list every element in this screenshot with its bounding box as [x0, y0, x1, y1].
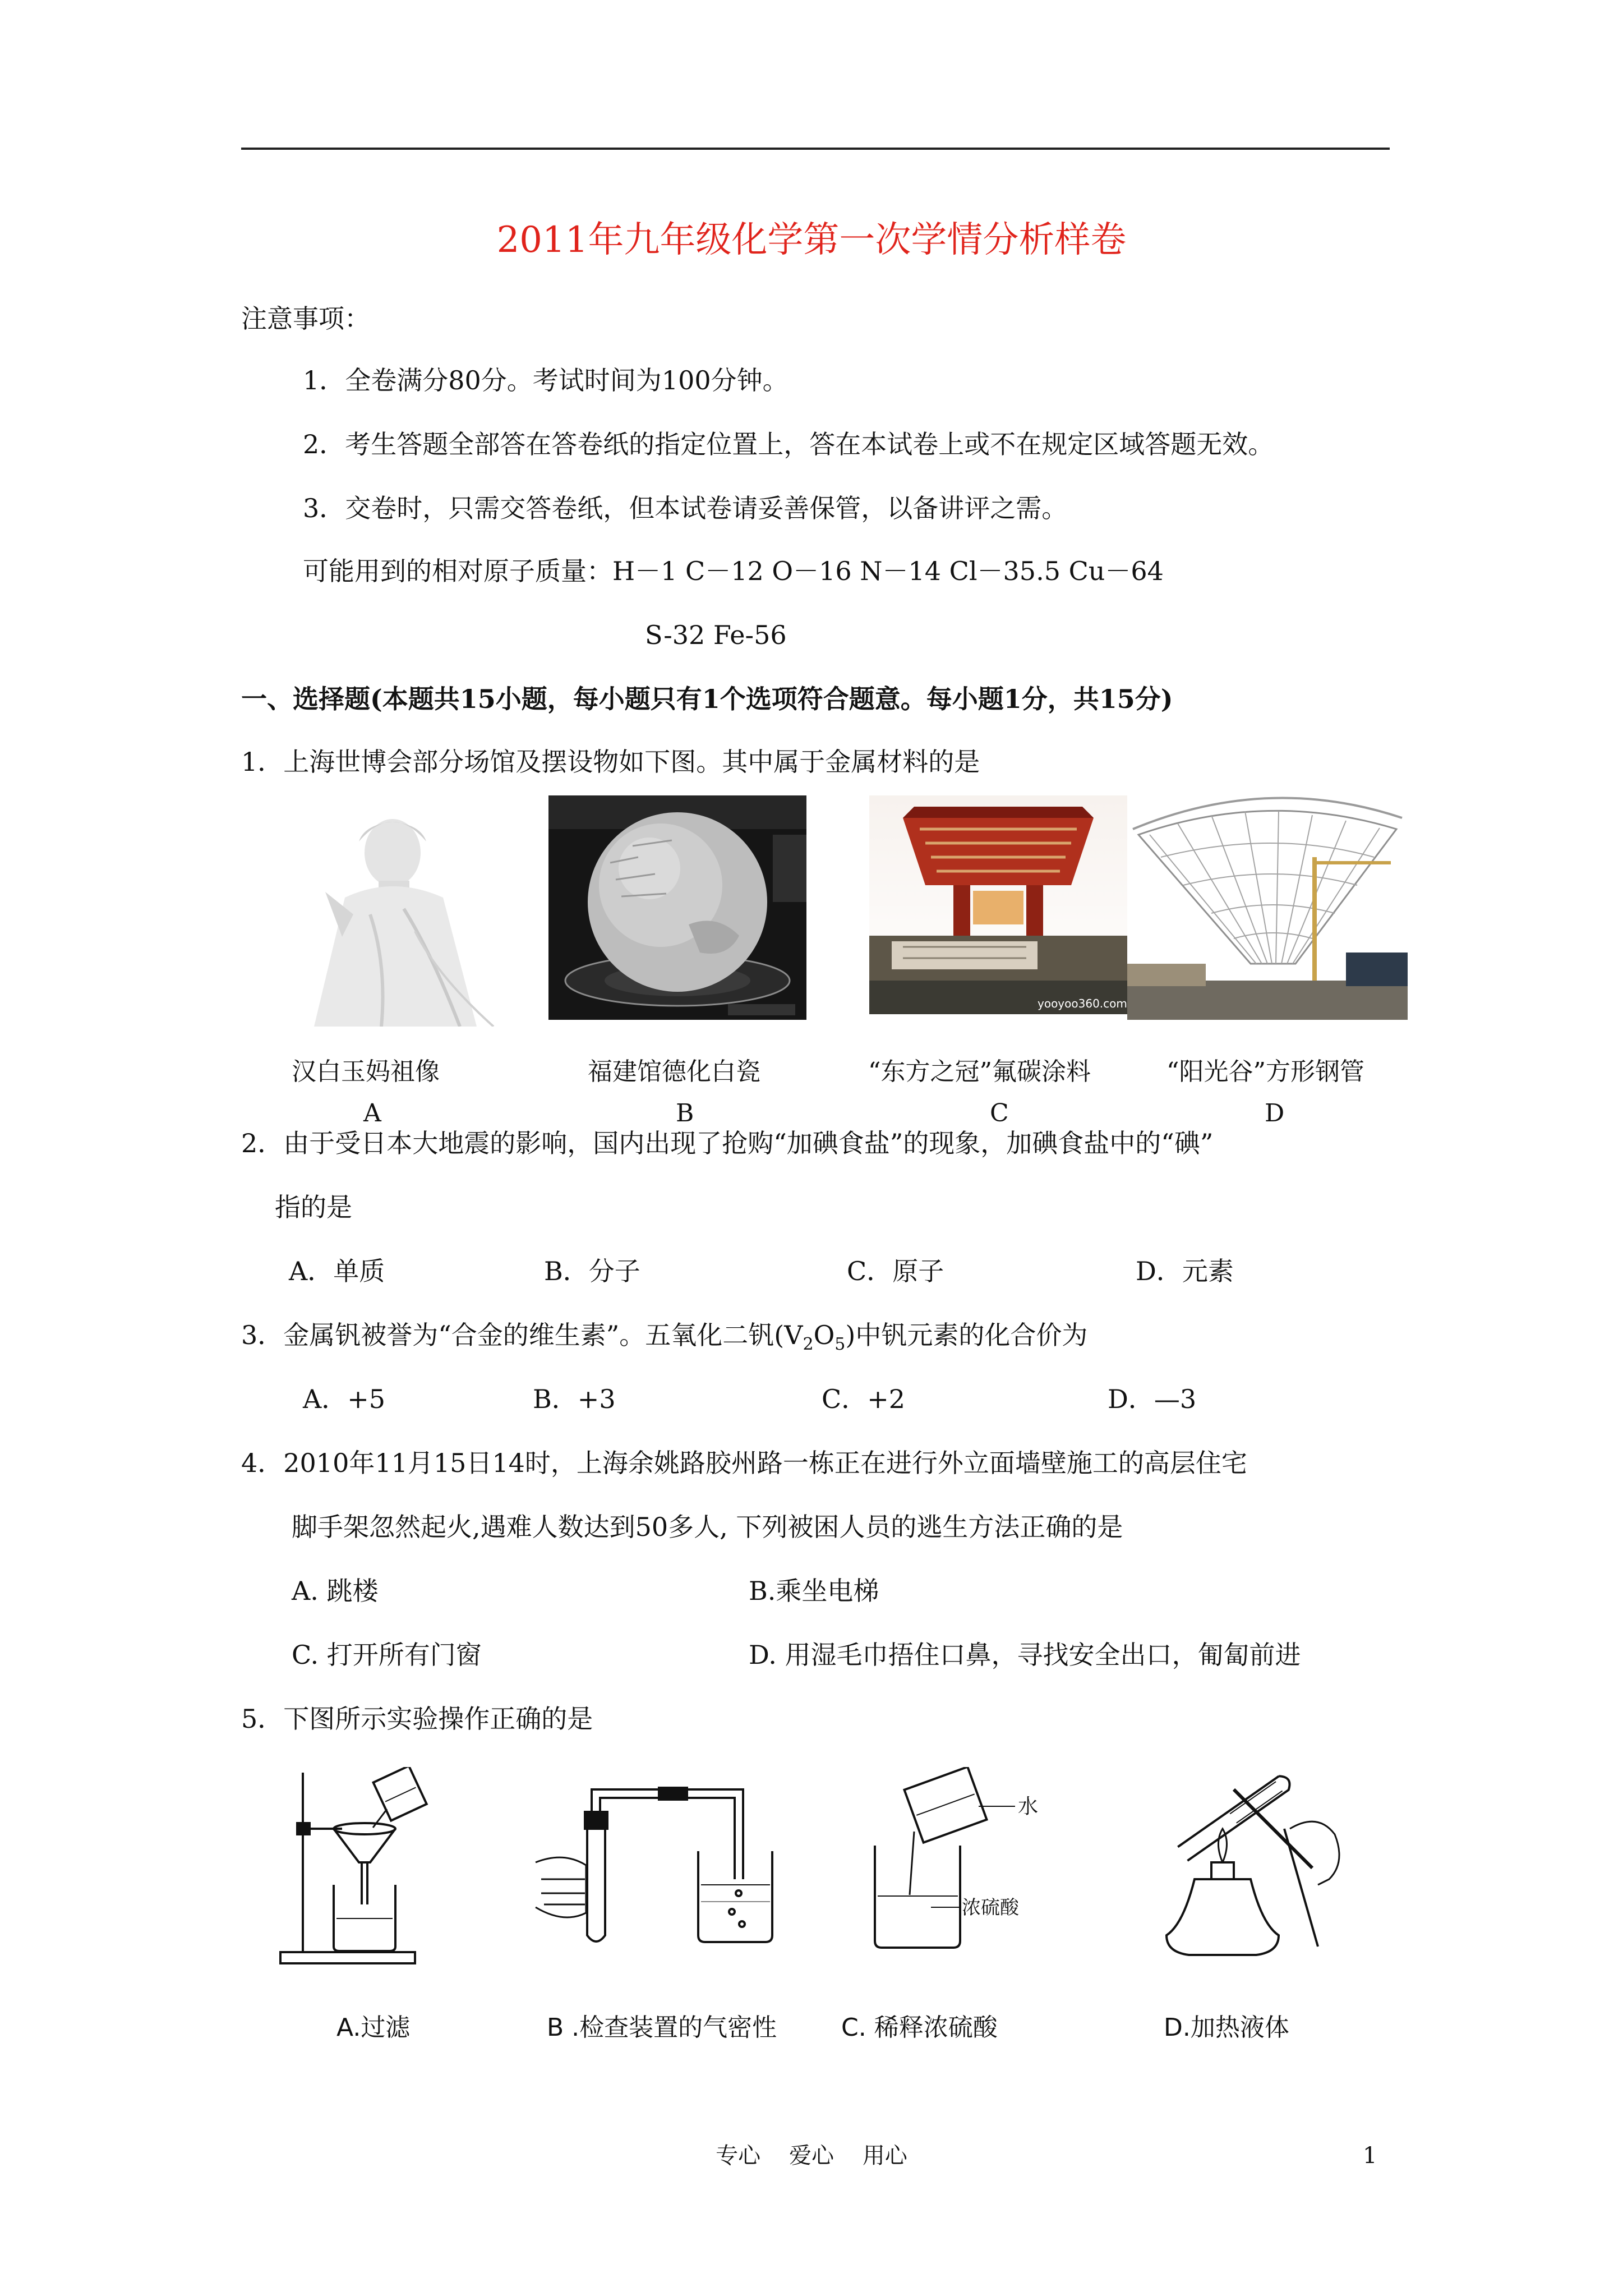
q3-option-a: A．+5 — [303, 1384, 386, 1414]
q1-caption-c: “东方之冠”氟碳涂料 — [868, 1057, 1091, 1086]
q3-option-c: C．+2 — [822, 1384, 906, 1414]
q1-caption-a: 汉白玉妈祖像 — [292, 1057, 440, 1086]
question-1-stem: 1．上海世博会部分场馆及摆设物如下图。其中属于金属材料的是 — [241, 747, 980, 777]
q5-caption-a: A.过滤 — [336, 2013, 411, 2042]
q1-letter-b: B — [676, 1099, 694, 1128]
question-4-stem-line2: 脚手架忽然起火,遇难人数达到50多人, 下列被困人员的逃生方法正确的是 — [292, 1512, 1123, 1542]
acid-label: 浓硫酸 — [962, 1897, 1019, 1919]
marble-statue-image — [292, 808, 527, 1027]
notice-item-3: 3．交卷时，只需交答卷纸，但本试卷请妥善保管，以备讲评之需。 — [303, 493, 1068, 523]
filtration-diagram — [275, 1767, 443, 1969]
notice-item-2: 2．考生答题全部答在答卷纸的指定位置上，答在本试卷上或不在规定区域答题无效。 — [303, 429, 1274, 459]
page-number: 1 — [1363, 2143, 1377, 2169]
sun-valley-image — [1127, 795, 1408, 1020]
q2-option-d: D．元素 — [1136, 1256, 1234, 1286]
atomic-masses-line-1: 可能用到的相对原子质量：H－1 C－12 O－16 N－14 Cl－35.5 Cu－64 — [303, 556, 1164, 586]
q2-option-a: A．单质 — [289, 1256, 385, 1286]
notice-item-1: 1．全卷满分80分。考试时间为100分钟。 — [303, 365, 789, 395]
header-rule — [241, 148, 1390, 150]
question-5-stem: 5．下图所示实验操作正确的是 — [241, 1704, 593, 1734]
section-heading: 一、选择题(本题共15小题，每小题只有1个选项符合题意。每小题1分，共15分) — [241, 684, 1173, 714]
photo-watermark: yooyoo360.com — [1038, 997, 1127, 1010]
question-3-stem: 3．金属钒被誉为“合金的维生素”。五氧化二钒$(V_2O_5)$中钒元素的化合价为 — [241, 1320, 1088, 1355]
footer-motto: 专心 爱心 用心 — [716, 2143, 907, 2169]
water-label: 水 — [1018, 1795, 1039, 1818]
q1-letter-a: A — [363, 1099, 381, 1128]
q1-caption-d: “阳光谷”方形钢管 — [1166, 1057, 1364, 1086]
q5-caption-b: B .检查装置的气密性 — [547, 2013, 777, 2042]
q3-option-d: D．—3 — [1108, 1384, 1197, 1414]
page-title: 2011年九年级化学第一次学情分析样卷 — [496, 219, 1127, 261]
q5-caption-c: C. 稀释浓硫酸 — [841, 2013, 998, 2042]
q1-letter-c: C — [990, 1099, 1009, 1128]
question-2-stem-line1: 2．由于受日本大地震的影响，国内出现了抢购“加碘食盐”的现象，加碘食盐中的“碘” — [241, 1128, 1214, 1158]
dilution-diagram — [864, 1767, 1110, 1969]
notice-heading: 注意事项： — [241, 303, 370, 334]
atomic-masses-line-2: S-32 Fe-56 — [645, 620, 787, 650]
q2-option-c: C．原子 — [847, 1256, 944, 1286]
question-2-stem-line2: 指的是 — [275, 1192, 352, 1222]
q4-option-a: A. 跳楼 — [292, 1576, 379, 1606]
question-4-stem-line1: 4．2010年11月15日14时，上海余姚路胶州路一栋正在进行外立面墙壁施工的高层住宅 — [241, 1448, 1247, 1478]
q4-option-d: D. 用湿毛巾捂住口鼻，寻找安全出口，匍匐前进 — [749, 1640, 1301, 1670]
q4-option-b: B.乘坐电梯 — [749, 1576, 879, 1606]
q3-option-b: B．+3 — [533, 1384, 616, 1414]
china-pavilion-image — [869, 795, 1127, 1014]
airtightness-check-diagram — [530, 1767, 788, 1969]
q5-caption-d: D.加热液体 — [1164, 2013, 1289, 2042]
heating-liquid-diagram — [1150, 1767, 1385, 1969]
q2-option-b: B．分子 — [544, 1256, 640, 1286]
porcelain-globe-image — [548, 795, 806, 1020]
q4-option-c: C. 打开所有门窗 — [292, 1640, 482, 1670]
q1-letter-d: D — [1265, 1099, 1285, 1128]
q1-caption-b: 福建馆德化白瓷 — [588, 1057, 760, 1086]
